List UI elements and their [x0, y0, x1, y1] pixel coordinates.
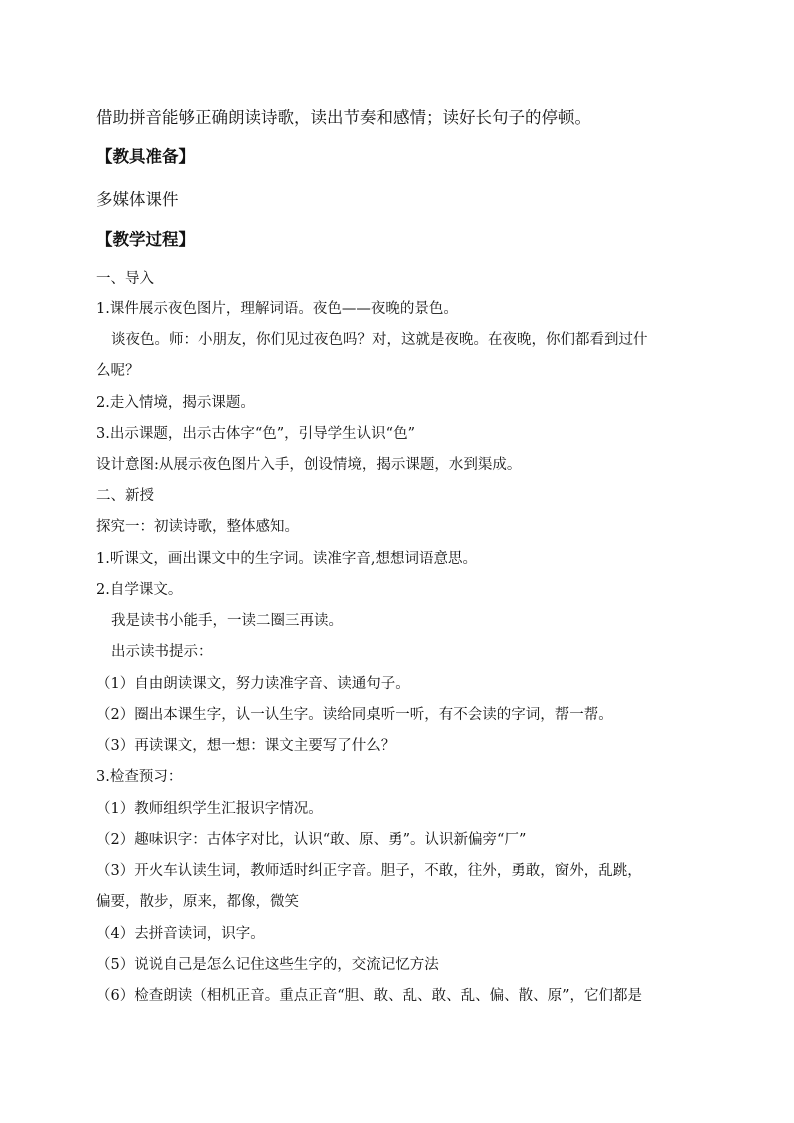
explore-1: 探究一：初读诗歌，整体感知。 [96, 519, 299, 535]
part1-title: 一、导入 [96, 271, 154, 287]
reading-tip-2: （2）圈出本课生字，认一认生字。读给同桌听一听，有不会读的字词，帮一帮。 [96, 707, 613, 723]
paragraph-1-1-detail-b: 么呢？ [96, 363, 140, 379]
check-item-3-b: 偏要，散步，原来，都像，微笑 [96, 894, 299, 910]
paragraph-2-2: 2.自学课文。 [96, 582, 183, 598]
paragraph-2-1: 1.听课文，画出课文中的生字词。读准字音,想想词语意思。 [96, 551, 477, 567]
check-item-3-a: （3）开火车认读生词，教师适时纠正字音。胆子，不敢，往外，勇敢，窗外，乱跳， [96, 863, 642, 879]
paragraph-2-2-a: 我是读书小能手，一读二圈三再读。 [111, 613, 343, 629]
objective-text: 借助拼音能够正确朗读诗歌，读出节奏和感情；读好长句子的停顿。 [96, 108, 591, 127]
paragraph-2-3: 3.检查预习： [96, 769, 183, 785]
reading-tip-3: （3）再读课文，想一想：课文主要写了什么？ [96, 738, 396, 754]
check-item-4: （4）去拼音读词，识字。 [96, 926, 265, 942]
part2-title: 二、新授 [96, 488, 154, 504]
paragraph-1-3: 3.出示课题，出示古体字“色”，引导学生认识“色” [96, 426, 415, 442]
paragraph-1-1: 1.课件展示夜色图片，理解词语。夜色——夜晚的景色。 [96, 301, 458, 317]
paragraph-1-2: 2.走入情境，揭示课题。 [96, 395, 255, 411]
section-heading-process: 【教学过程】 [96, 230, 195, 249]
design-intent: 设计意图:从展示夜色图片入手，创设情境，揭示课题，水到渠成。 [96, 457, 522, 473]
check-item-6: （6）检查朗读（相机正音。重点正音“胆、敢、乱、敢、乱、偏、散、原”，它们都是 [96, 988, 643, 1004]
section-heading-tools: 【教具准备】 [96, 147, 195, 166]
check-item-1: （1）教师组织学生汇报识字情况。 [96, 801, 323, 817]
paragraph-1-1-detail-a: 谈夜色。师：小朋友，你们见过夜色吗？对，这就是夜晚。在夜晚，你们都看到过什 [111, 332, 648, 348]
check-item-5: （5）说说自己是怎么记住这些生字的，交流记忆方法 [96, 957, 439, 973]
tools-text: 多媒体课件 [96, 190, 179, 209]
paragraph-2-2-b: 出示读书提示： [111, 644, 213, 660]
reading-tip-1: （1）自由朗读课文，努力读准字音、读通句子。 [96, 676, 410, 692]
check-item-2: （2）趣味识字：古体字对比，认识“敢、原、勇”。认识新偏旁“厂” [96, 832, 527, 848]
